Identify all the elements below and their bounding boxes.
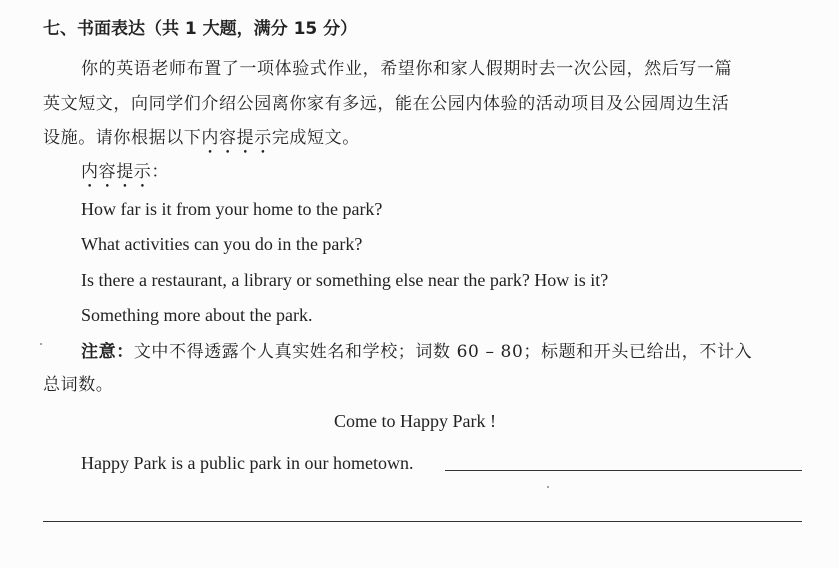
hints-colon: ： [151, 162, 170, 182]
section-heading: 七、书面表达（共 1 大题，满分 15 分） [43, 19, 358, 39]
essay-title: Come to Happy Park ! [334, 411, 496, 431]
answer-line[interactable] [43, 521, 802, 522]
hint-item: How far is it from your home to the park? [81, 199, 383, 219]
instruction-line-1: 你的英语老师布置了一项体验式作业，希望你和家人假期时去一次公园，然后写一篇 [81, 59, 733, 79]
hint-item: Is there a restaurant, a library or something else near the park? How is it? [81, 270, 609, 290]
instruction-emphasis: 内容提示 [201, 128, 272, 148]
instruction-line-2: 英文短文，向同学们介绍公园离你家有多远，能在公园内体验的活动项目及公园周边生活 [43, 94, 730, 114]
hints-heading [81, 160, 169, 192]
instruction-line-3-start: 设施。请你根据以下 [43, 128, 202, 148]
instruction-line-3-end: 完成短文。 [271, 128, 360, 148]
instruction-line-3 [43, 126, 360, 158]
note-line-1 [81, 340, 752, 364]
hint-item: What activities can you do in the park? [81, 234, 363, 254]
essay-opening: Happy Park is a public park in our hometown. [81, 453, 414, 473]
note-text: 文中不得透露个人真实姓名和学校；词数 60 – 80；标题和开头已给出，不计入 [133, 342, 753, 362]
scan-speck [547, 486, 549, 488]
hints-label: 内容提示 [81, 162, 152, 182]
note-label: 注意： [81, 342, 134, 362]
hint-item: Something more about the park. [81, 305, 313, 325]
answer-blank-line[interactable] [445, 470, 802, 471]
scan-speck [40, 343, 42, 345]
note-line-2: 总词数。 [43, 375, 114, 395]
